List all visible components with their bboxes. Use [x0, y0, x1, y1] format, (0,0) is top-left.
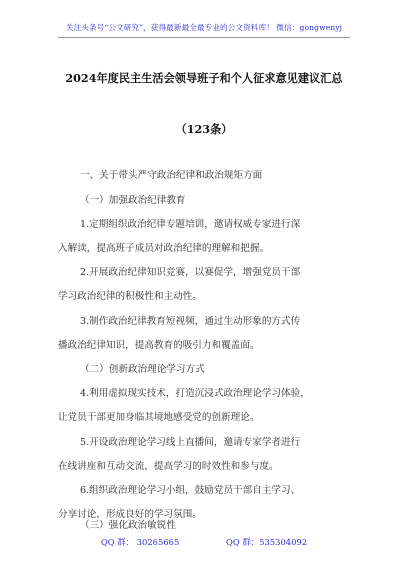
body-line: 分享讨论，形成良好的学习氛围。	[58, 509, 202, 520]
footer-contact	[0, 536, 408, 548]
document-title: 2024年度民主生活会领导班子和个人征求意见建议汇总	[65, 71, 343, 85]
body-line: 入解读，提高班子成员对政治纪律的理解和把握。	[58, 243, 270, 254]
body-line: 学习政治纪律的积极性和主动性。	[58, 291, 202, 302]
body-line: 2.开展政治纪律知识竞赛，以赛促学，增强党员干部	[80, 267, 301, 278]
body-line: 1.定期组织政治纪律专题培训，邀请权威专家进行深	[80, 219, 301, 230]
body-line: 让党员干部更加身临其境地感受党的创新理论。	[58, 412, 260, 423]
body-line: 播政治纪律知识，提高教育的吸引力和覆盖面。	[58, 340, 260, 351]
body-line: 4.利用虚拟现实技术，打造沉浸式政治理论学习体验，	[80, 388, 310, 399]
footer-qq-left: QQ 群： 30265665	[100, 537, 180, 547]
body-line: 3.制作政治纪律教育短视频，通过生动形象的方式传	[80, 316, 301, 327]
section-heading: 一、关于带头严守政治纪律和政治规矩方面	[80, 170, 263, 181]
subsection-heading: （二）创新政治理论学习方式	[80, 364, 205, 375]
body-line: 5.开设政治理论学习线上直播间，邀请专家学者进行	[80, 437, 301, 448]
subsection-heading: （三）强化政治敏锐性	[80, 520, 176, 531]
subsection-heading: （一）加强政治纪律教育	[80, 195, 186, 206]
header-promo-note: 关注头条号“公文研究”，获得最新最全最专业的公文资料库！ 微信：gongwenyj	[65, 23, 343, 32]
document-item-count: （123条）	[175, 122, 233, 136]
body-line: 6.组织政治理论学习小组，鼓励党员干部自主学习、	[80, 485, 301, 496]
body-line: 在线讲座和互动交流，提高学习的时效性和参与度。	[58, 461, 279, 472]
footer-qq-right: QQ 群：535304092	[226, 537, 308, 547]
